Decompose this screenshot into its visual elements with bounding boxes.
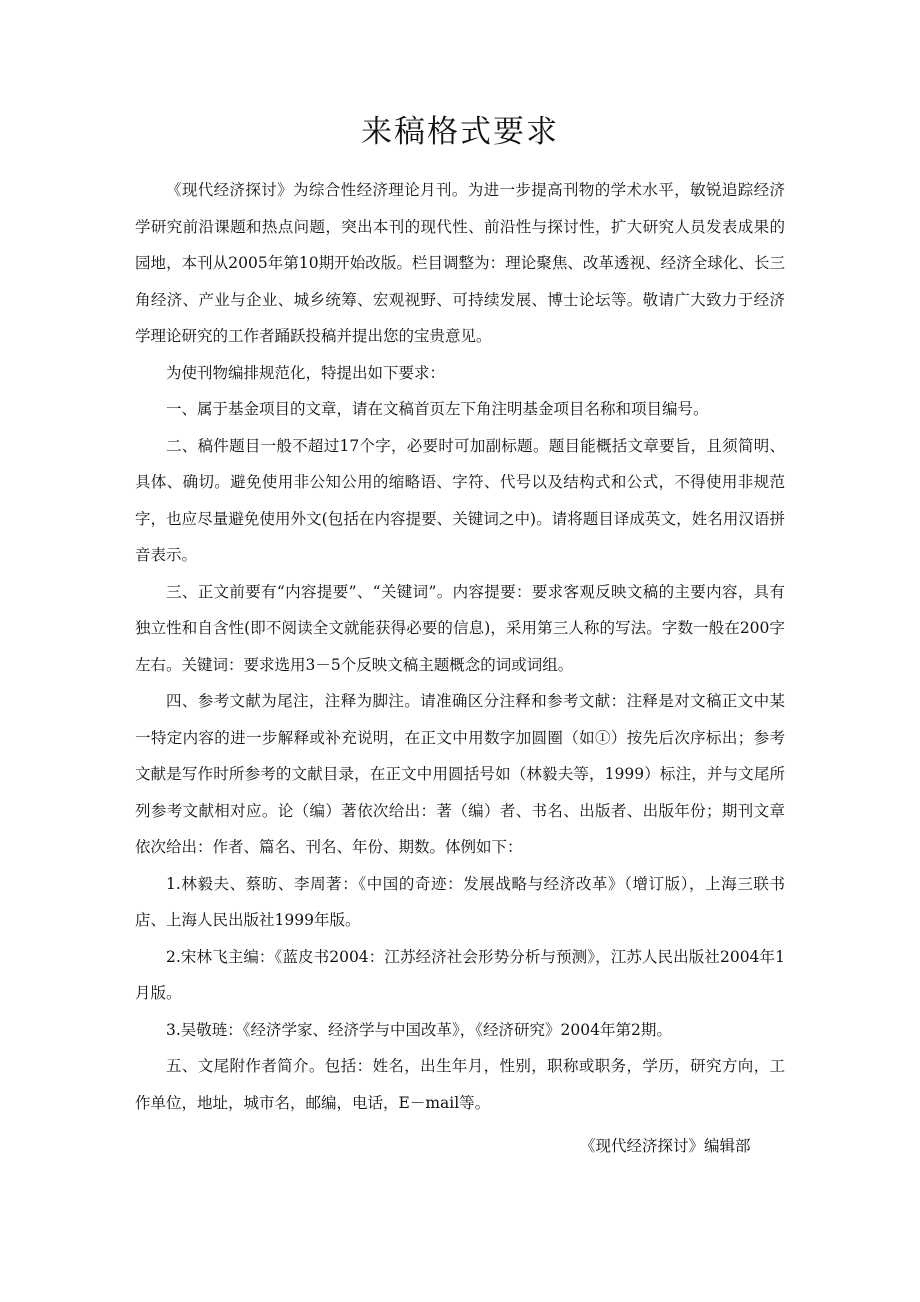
requirement-3: 三、正文前要有“内容提要”、“关键词”。内容提要：要求客观反映文稿的主要内容，具有独立性和自含性(即不阅读全文就能获得必要的信息)，采用第三人称的写法。字数一般在200字左右。关键词：要求选用3－5个反映文稿主题概念的词或词组。 xyxy=(135,582,785,674)
intro-paragraph: 《现代经济探讨》为综合性经济理论月刊。为进一步提高刊物的学术水平，敏锐追踪经济学研究前沿课题和热点问题，突出本刊的现代性、前沿性与探讨性，扩大研究人员发表成果的园地，本刊从2005年第10期开始改版。栏目调整为：理论聚焦、改革透视、经济全球化、长三角经济、产业与企业、城乡统筹、宏观视野、可持续发展、博士论坛等。敬请广大致力于经济学理论研究的工作者踊跃投稿并提出您的宝贵意见。 xyxy=(135,181,785,345)
requirement-1: 一、属于基金项目的文章，请在文稿首页左下角注明基金项目名称和项目编号。 xyxy=(166,400,709,418)
signature: 《现代经济探讨》编辑部 xyxy=(580,1137,751,1155)
example-3: 3.吴敬琏：《经济学家、经济学与中国改革》，《经济研究》2004年第2期。 xyxy=(166,1020,672,1039)
requirement-2: 二、稿件题目一般不超过17个字，必要时可加副标题。题目能概括文章要旨，且须简明、具体、确切。避免使用非公知公用的缩略语、字符、代号以及结构式和公式，不得使用非规范字，也应尽量避免使用外文(包括在内容提要、关键词之中)。请将题目译成英文，姓名用汉语拼音表示。 xyxy=(135,436,785,564)
page-title: 来稿格式要求 xyxy=(361,114,559,150)
requirement-5: 五、文尾附作者简介。包括：姓名，出生年月，性别，职称或职务，学历，研究方向，工作单位，地址，城市名，邮编，电话，E－mail等。 xyxy=(135,1057,785,1112)
requirements-lead: 为使刊物编排规范化，特提出如下要求： xyxy=(166,363,446,382)
example-1: 1.林毅夫、蔡昉、李周著：《中国的奇迹：发展战略与经济改革》（增订版），上海三联书店、上海人民出版社1999年版。 xyxy=(135,874,785,929)
document-body xyxy=(135,110,785,1121)
example-2: 2.宋林飞主编：《蓝皮书2004：江苏经济社会形势分析与预测》，江苏人民出版社2004年1月版。 xyxy=(135,947,785,1002)
requirement-4: 四、参考文献为尾注，注释为脚注。请准确区分注释和参考文献：注释是对文稿正文中某一特定内容的进一步解释或补充说明，在正文中用数字加圆圈（如①）按先后次序标出；参考文献是写作时所参考的文献目录，在正文中用圆括号如（林毅夫等，1999）标注，并与文尾所列参考文献相对应。论（编）著依次给出：著（编）者、书名、出版者、出版年份；期刊文章依次给出：作者、篇名、刊名、年份、期数。体例如下： xyxy=(135,692,785,856)
